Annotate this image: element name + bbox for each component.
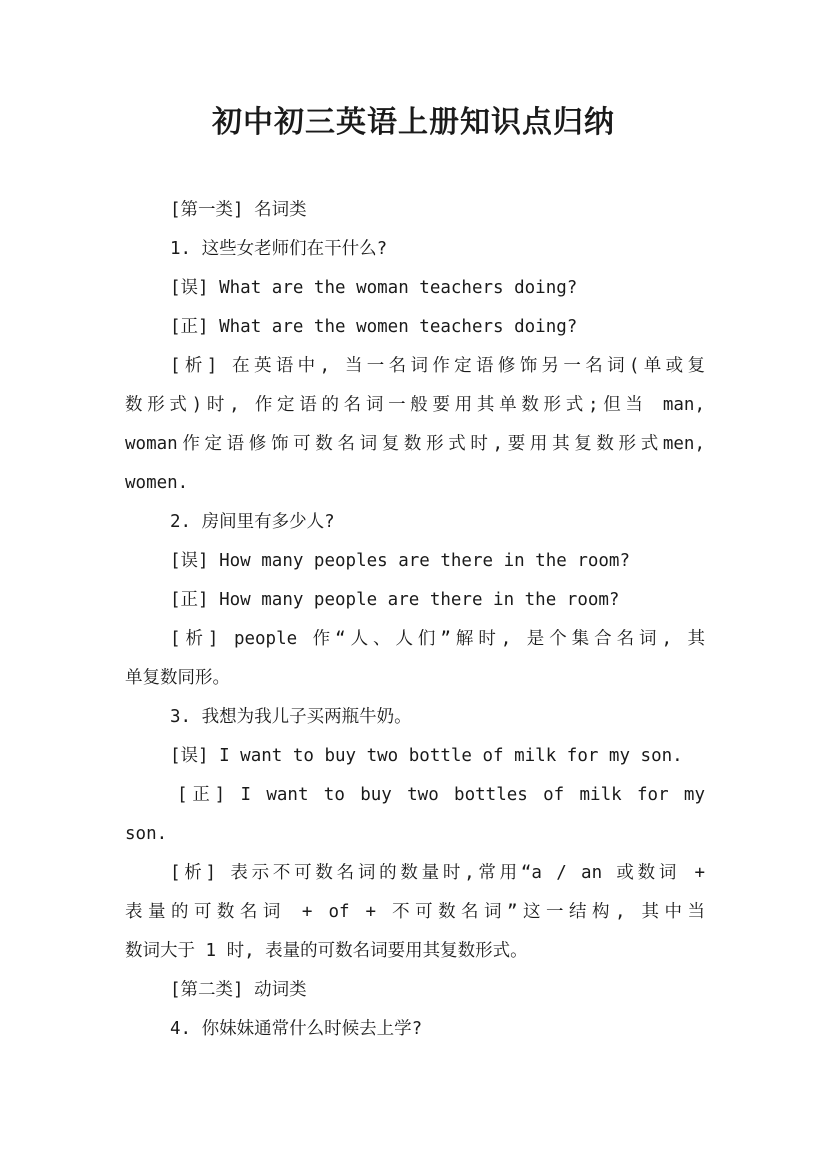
- analysis-line: 单复数同形。: [125, 668, 230, 688]
- document-title: 初中初三英语上册知识点归纳: [212, 105, 615, 140]
- analysis-line: women.: [125, 473, 189, 493]
- analysis-line: 数形式)时, 作定语的名词一般要用其单数形式;但当 man,: [125, 395, 705, 415]
- wrong-sentence: [误] How many peoples are there in the room?: [170, 551, 631, 571]
- wrong-sentence: [误] What are the woman teachers doing?: [170, 278, 578, 298]
- question-line: 4. 你妹妹通常什么时候去上学?: [170, 1019, 423, 1039]
- analysis-line: 表量的可数名词 + of + 不可数名词”这一结构, 其中当: [125, 902, 705, 922]
- correct-sentence: [正] I want to buy two bottles of milk for my: [177, 785, 705, 805]
- correct-sentence: [正] What are the women teachers doing?: [170, 317, 578, 337]
- question-line: 2. 房间里有多少人?: [170, 512, 335, 532]
- wrong-sentence: [误] I want to buy two bottle of milk for my son.: [170, 746, 683, 766]
- section-heading: [第一类] 名词类: [170, 200, 307, 220]
- analysis-line: [析] 在英语中, 当一名词作定语修饰另一名词(单或复: [170, 356, 705, 376]
- question-line: 3. 我想为我儿子买两瓶牛奶。: [170, 707, 412, 727]
- analysis-line: [析] people 作“人、人们”解时, 是个集合名词, 其: [170, 629, 705, 649]
- analysis-line: woman作定语修饰可数名词复数形式时,要用其复数形式men,: [125, 434, 705, 454]
- correct-sentence-continued: son.: [125, 824, 168, 844]
- document-body: [125, 191, 705, 1049]
- question-line: 1. 这些女老师们在干什么?: [170, 239, 388, 259]
- analysis-line: [析] 表示不可数名词的数量时,常用“a / an 或数词 +: [170, 863, 705, 883]
- analysis-line: 数词大于 1 时, 表量的可数名词要用其复数形式。: [125, 941, 528, 961]
- section-heading: [第二类] 动词类: [170, 980, 307, 1000]
- correct-sentence: [正] How many people are there in the room?: [170, 590, 620, 610]
